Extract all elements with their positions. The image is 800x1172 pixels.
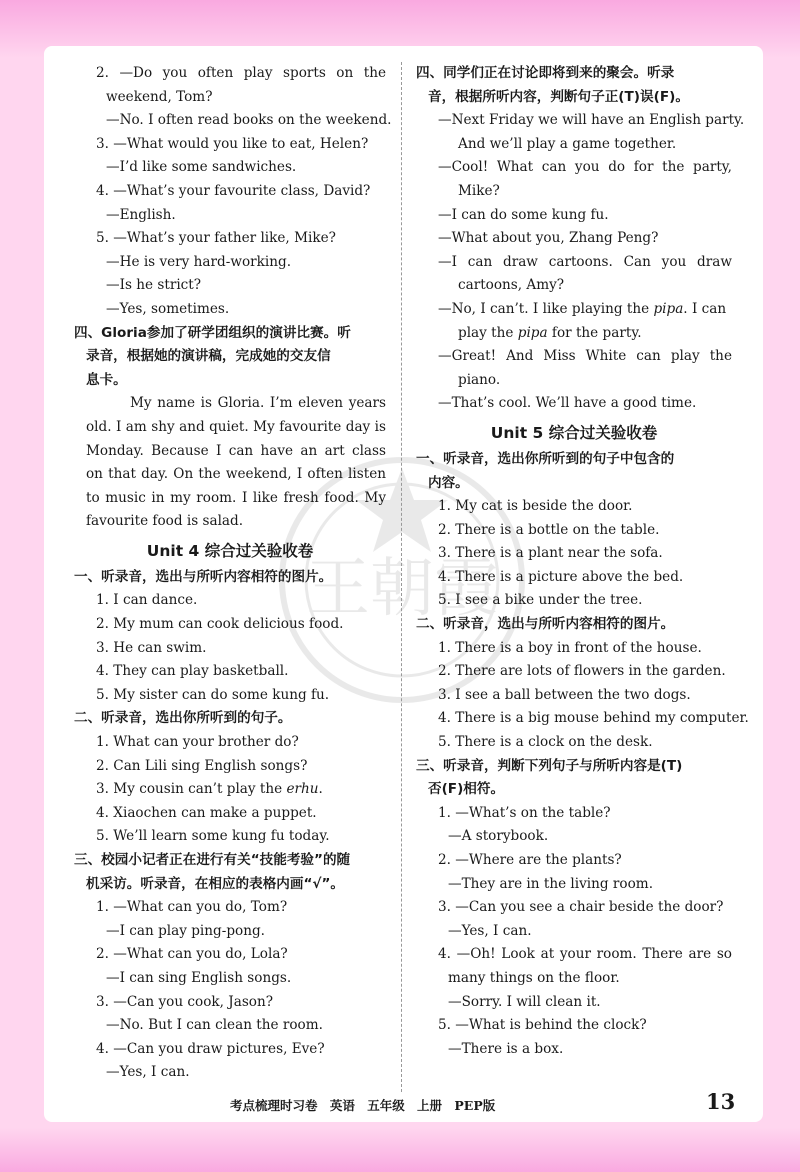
- u5-section1-list: [416, 495, 732, 613]
- list-item: 1. —What’s on the table?: [438, 804, 611, 821]
- bottom-pink-border: [0, 1128, 800, 1172]
- list-item: —Yes, I can.: [106, 1064, 190, 1081]
- erhu-italic: erhu: [286, 781, 319, 798]
- list-item: 3. —Can you see a chair beside the door?: [438, 899, 724, 916]
- footer-book-title: 考点梳理时习卷 英语 五年级 上册 PEP版: [230, 1098, 496, 1113]
- list-item: 1. I can dance.: [96, 592, 198, 609]
- dialog-line: —I can draw cartoons. Can you draw: [438, 253, 732, 270]
- list-item: 3. —What would you like to eat, Helen?: [96, 135, 369, 152]
- list-item: —Is he strict?: [106, 277, 202, 294]
- list-item: 3. —Can you cook, Jason?: [96, 993, 274, 1010]
- list-item: —I can play ping-pong.: [106, 922, 265, 939]
- section4-party-title: 四、同学们正在讨论即将到来的聚会。听录: [416, 65, 675, 81]
- list-item: —No. But I can clean the room.: [106, 1017, 323, 1034]
- list-item: 4. They can play basketball.: [96, 663, 289, 680]
- list-item: 5. We’ll learn some kung fu today.: [96, 828, 330, 845]
- dialog-line: —That’s cool. We’ll have a good time.: [438, 395, 697, 412]
- list-item: —English.: [106, 206, 176, 223]
- dialog-line: [416, 298, 732, 322]
- list-item: 5. There is a clock on the desk.: [438, 734, 653, 751]
- u5-section2-title: 二、听录音，选出与所听内容相符的图片。: [416, 616, 675, 633]
- list-item: —I can sing English songs.: [106, 969, 292, 986]
- section4-title: 四、Gloria参加了研学团组织的演讲比赛。听: [74, 324, 351, 341]
- list-item: —Yes, I can.: [448, 922, 532, 939]
- list-item: 4. Xiaochen can make a puppet.: [96, 804, 317, 821]
- list-item: 1. —What can you do, Tom?: [96, 899, 288, 916]
- pipa-pre: —No, I can’t. I like playing the: [438, 300, 654, 317]
- u4-section3-title: 三、校园小记者正在进行有关“技能考验”的随: [74, 852, 351, 868]
- column-divider: [401, 62, 402, 1092]
- party-dialog: [416, 109, 745, 416]
- list-item: —They are in the living room.: [448, 875, 654, 892]
- list-item: 4. —What’s your favourite class, David?: [96, 182, 371, 199]
- unit4-title: Unit 4 综合过关验收卷: [146, 541, 314, 560]
- list-item: —Sorry. I will clean it.: [448, 993, 601, 1010]
- list-item: —A storybook.: [448, 828, 549, 845]
- list-item: —There is a box.: [448, 1040, 564, 1057]
- list-item: 1. What can your brother do?: [96, 734, 299, 751]
- period: .: [318, 781, 323, 798]
- section4-title-line3: 息卡。: [86, 371, 127, 388]
- dialog-line: And we’ll play a game together.: [458, 135, 677, 152]
- list-item: [74, 778, 386, 802]
- pipa-italic: pipa: [517, 324, 548, 341]
- list-item: 2. There are lots of flowers in the garden.: [438, 663, 726, 680]
- u4-section2-list: [74, 731, 386, 849]
- list-item: 1. My cat is beside the door.: [438, 498, 633, 515]
- dialog-line: —Next Friday we will have an English party.: [438, 112, 745, 129]
- list-item: 5. —What’s your father like, Mike?: [96, 230, 336, 247]
- dialog-line: piano.: [458, 371, 501, 388]
- list-item: 2. —What can you do, Lola?: [96, 946, 288, 963]
- u4-section3-list: [74, 896, 386, 1085]
- left-column: [74, 62, 392, 1085]
- u5-section2-list: [416, 637, 749, 755]
- gloria-passage: [74, 392, 386, 534]
- dialog-line: [416, 322, 732, 346]
- pipa-post: . I can: [683, 300, 727, 317]
- list-item: weekend, Tom?: [106, 88, 213, 105]
- list-item: 2. Can Lili sing English songs?: [96, 757, 308, 774]
- list-item: —Yes, sometimes.: [106, 300, 230, 317]
- u5-section1-title-line2: 内容。: [428, 474, 469, 491]
- list-item: 2. —Do you often play sports on the: [96, 65, 386, 81]
- list-item: 4. There is a picture above the bed.: [438, 568, 684, 585]
- item-text: 3. My cousin can’t play the: [96, 781, 287, 798]
- dialog-line: —I can do some kung fu.: [438, 206, 609, 223]
- list-item: 5. I see a bike under the tree.: [438, 592, 643, 609]
- page-number: 13: [706, 1089, 736, 1114]
- pipa-post: for the party.: [547, 324, 642, 341]
- list-item: 4. —Can you draw pictures, Eve?: [96, 1040, 325, 1057]
- u4-section2-title: 二、听录音，选出你所听到的句子。: [74, 710, 292, 727]
- section4-title-line2: 录音，根据她的演讲稿，完成她的交友信: [86, 348, 331, 365]
- list-item: 3. I see a ball between the two dogs.: [438, 686, 691, 703]
- list-item: 4. —Oh! Look at your room. There are so: [438, 946, 732, 963]
- passage-text: My name is Gloria. I’m eleven years old. I am shy and quiet. My favourite day is Monday. Because I can have an art class on that day. On the weekend, I often listen to music in my room. I like fresh food. My favourite food is salad.: [86, 395, 386, 530]
- list-item: 1. There is a boy in front of the house.: [438, 639, 702, 656]
- list-item: 3. There is a plant near the sofa.: [438, 545, 663, 562]
- pipa-italic: pipa: [653, 300, 684, 317]
- dialog-line: cartoons, Amy?: [458, 277, 565, 294]
- list-item: 4. There is a big mouse behind my computer.: [438, 710, 749, 727]
- list-item: 2. —Where are the plants?: [438, 852, 622, 868]
- dialog-line: —What about you, Zhang Peng?: [438, 230, 659, 247]
- unit3-dialog-continued: [74, 62, 392, 322]
- u5-section3-list: [416, 802, 732, 1062]
- list-item: many things on the floor.: [448, 969, 620, 986]
- pipa-pre: play the: [458, 324, 518, 341]
- list-item: 2. There is a bottle on the table.: [438, 521, 660, 538]
- dialog-line: Mike?: [458, 182, 500, 199]
- list-item: —I’d like some sandwiches.: [106, 159, 297, 176]
- right-column: [416, 62, 749, 1061]
- u5-section1-title: 一、听录音，选出你所听到的句子中包含的: [416, 450, 675, 467]
- dialog-line: —Great! And Miss White can play the: [438, 348, 732, 365]
- u4-section1-title: 一、听录音，选出与所听内容相符的图片。: [74, 568, 333, 585]
- svg-text:王朝霞: 王朝霞: [306, 552, 498, 626]
- section4-party-title-line2: 音，根据所听内容，判断句子正(T)误(F)。: [428, 88, 689, 105]
- u5-section3-title: 三、听录音，判断下列句子与所听内容是(T): [416, 757, 683, 774]
- u4-section1-list: [74, 589, 386, 707]
- list-item: —No. I often read books on the weekend.: [106, 112, 392, 129]
- list-item: 5. —What is behind the clock?: [438, 1017, 647, 1034]
- list-item: 2. My mum can cook delicious food.: [96, 616, 344, 633]
- list-item: 3. He can swim.: [96, 639, 207, 656]
- unit5-title: Unit 5 综合过关验收卷: [490, 423, 658, 442]
- dialog-line: —Cool! What can you do for the party,: [438, 159, 732, 176]
- list-item: —He is very hard-working.: [106, 253, 292, 270]
- u5-section3-title-line2: 否(F)相符。: [428, 781, 505, 798]
- u4-section3-title-line2: 机采访。听录音，在相应的表格内画“√”。: [86, 875, 345, 892]
- list-item: 5. My sister can do some kung fu.: [96, 686, 330, 703]
